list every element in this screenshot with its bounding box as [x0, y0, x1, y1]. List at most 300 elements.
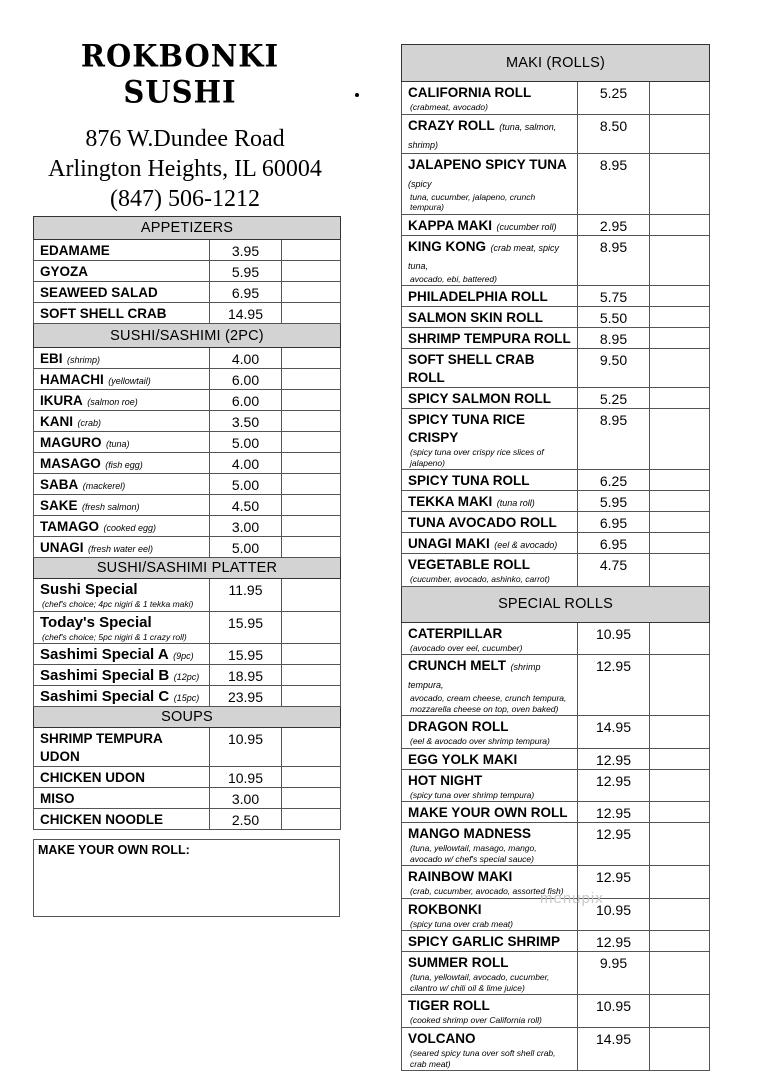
menu-item-blank-cell	[650, 491, 710, 512]
menu-item-blank-cell	[282, 788, 341, 809]
menu-item-blank-cell	[650, 931, 710, 952]
menu-item-description: avocado, ebi, battered)	[410, 273, 497, 284]
menu-item-cell	[34, 644, 210, 665]
menu-item-cell	[402, 286, 578, 307]
menu-item-price: 14.95	[578, 716, 650, 749]
menu-item-note: (fish egg)	[105, 460, 143, 470]
menu-item-blank-cell	[282, 261, 341, 282]
menu-item	[34, 411, 341, 432]
menu-item-price: 5.25	[578, 388, 650, 409]
menu-item-blank-cell	[650, 214, 710, 235]
menu-item-blank-cell	[650, 82, 710, 115]
menu-item-name: KAPPA MAKI	[408, 217, 492, 233]
menu-item-cell	[402, 512, 578, 533]
menu-item-cell	[402, 470, 578, 491]
menu-item-name: CHICKEN UDON	[40, 770, 146, 785]
menu-item-name: CATERPILLAR	[408, 625, 503, 641]
menu-item-description: tuna, cucumber, jalapeno, crunch tempura)	[410, 191, 536, 212]
menu-item-cell	[402, 349, 578, 388]
menu-item	[34, 261, 341, 282]
menu-item-cell	[402, 235, 578, 286]
menu-item-name: PHILADELPHIA ROLL	[408, 289, 548, 304]
menu-item-price: 2.50	[210, 809, 282, 830]
menu-item-blank-cell	[282, 809, 341, 830]
menu-item-name: RAINBOW MAKI	[408, 869, 513, 884]
menu-item-name: SPICY TUNA RICE CRISPY	[408, 412, 526, 445]
menu-item-blank-cell	[650, 866, 710, 899]
menu-item-note: (yellowtail)	[108, 376, 151, 386]
menu-item-blank-cell	[650, 235, 710, 286]
menu-item-blank-cell	[282, 728, 341, 767]
menu-item	[34, 453, 341, 474]
menu-item-blank-cell	[282, 411, 341, 432]
menu-item	[34, 348, 341, 369]
menu-item-blank-cell	[650, 802, 710, 823]
menu-item-name: CHICKEN NOODLE	[40, 812, 164, 827]
menu-item-blank-cell	[650, 1028, 710, 1071]
menu-item-cell	[34, 432, 210, 453]
menu-item-blank-cell	[650, 952, 710, 995]
menu-item-note: (spicy	[408, 178, 432, 189]
menu-item	[34, 767, 341, 788]
menu-item-name: CRAZY ROLL	[408, 117, 495, 133]
menu-item-description: (eel & avocado over shrimp tempura)	[410, 736, 550, 746]
menu-item-price: 11.95	[210, 579, 282, 612]
menu-item-blank-cell	[282, 453, 341, 474]
menu-item	[402, 748, 710, 769]
menu-item	[402, 533, 710, 554]
menu-item-price: 18.95	[210, 665, 282, 686]
menu-item-price: 6.95	[578, 512, 650, 533]
menu-item-price: 6.00	[210, 369, 282, 390]
menu-item-name: Sashimi Special A	[40, 646, 169, 663]
menu-item-blank-cell	[650, 769, 710, 802]
menu-item-price: 9.50	[578, 349, 650, 388]
menu-item-price: 12.95	[578, 823, 650, 866]
menu-item-cell	[402, 802, 578, 823]
menu-item-cell	[402, 114, 578, 153]
menu-item-note: (fresh water eel)	[87, 544, 153, 554]
menu-item-price: 5.95	[578, 491, 650, 512]
menu-item-blank-cell	[650, 114, 710, 153]
menu-item-note: (crab)	[77, 418, 101, 428]
menu-item-cell	[34, 665, 210, 686]
menu-item-description: (cucumber, avocado, ashinko, carrot)	[410, 574, 550, 584]
menu-item-blank-cell	[282, 474, 341, 495]
menu-item-description: avocado, cream cheese, crunch tempura, mozzarella cheese on top, oven baked)	[410, 693, 567, 714]
menu-item-note: (mackerel)	[82, 481, 126, 491]
menu-item-name: SHRIMP TEMPURA UDON	[40, 731, 163, 764]
menu-item	[34, 537, 341, 558]
menu-item-price: 5.00	[210, 432, 282, 453]
maki-section-header	[402, 45, 710, 82]
menu-item-price: 10.95	[578, 995, 650, 1028]
menu-item-name: KING KONG	[408, 238, 487, 254]
platter-section-header	[34, 558, 341, 579]
menu-item-name: MANGO MADNESS	[408, 826, 532, 841]
menu-item-name: KANI	[40, 414, 73, 429]
menu-item-cell	[402, 82, 578, 115]
menu-item-name: ROKBONKI	[408, 901, 482, 917]
platter-section-title: SUSHI/SASHIMI PLATTER	[34, 558, 341, 579]
menu-item-blank-cell	[650, 512, 710, 533]
menu-item-name: EBI	[40, 351, 63, 366]
menu-item-name: HAMACHI	[40, 372, 104, 387]
menu-item-price: 9.95	[578, 952, 650, 995]
menu-item-blank-cell	[650, 409, 710, 470]
menu-item-cell	[402, 716, 578, 749]
menu-item	[402, 622, 710, 655]
menu-item	[402, 328, 710, 349]
menu-item-price: 12.95	[578, 931, 650, 952]
menu-item	[402, 512, 710, 533]
menu-item-blank-cell	[650, 388, 710, 409]
menu-item-cell	[34, 728, 210, 767]
menu-item-cell	[402, 952, 578, 995]
menu-item	[402, 114, 710, 153]
menu-item-blank-cell	[650, 307, 710, 328]
menu-item-blank-cell	[282, 767, 341, 788]
menu-item-cell	[402, 328, 578, 349]
menu-item-cell	[402, 995, 578, 1028]
menu-item-name: CALIFORNIA ROLL	[408, 85, 532, 100]
menu-item-description: (spicy tuna over shrimp tempura)	[410, 789, 535, 800]
menu-item-name: TIGER ROLL	[408, 998, 490, 1013]
menu-item	[402, 307, 710, 328]
menu-item-cell	[34, 579, 210, 612]
menu-item-cell	[402, 823, 578, 866]
menu-item-name: VOLCANO	[408, 1031, 476, 1046]
menu-item	[402, 823, 710, 866]
menu-item-price: 12.95	[578, 769, 650, 802]
menu-item-cell	[34, 411, 210, 432]
menu-item-name: SOFT SHELL CRAB ROLL	[408, 352, 535, 385]
menu-item-name: MISO	[40, 791, 75, 806]
menu-item-note: (shrimp tempura,	[408, 662, 541, 690]
menu-item-blank-cell	[282, 282, 341, 303]
menu-item-description: (cooked shrimp over California roll)	[410, 1015, 542, 1025]
menu-item-price: 3.00	[210, 788, 282, 809]
appetizers-section-title: APPETIZERS	[34, 217, 341, 240]
menu-item-cell	[34, 495, 210, 516]
menu-item-cell	[34, 240, 210, 261]
menu-item-name: SPICY TUNA ROLL	[408, 473, 530, 488]
make-your-own-roll-box	[33, 839, 340, 917]
menu-item-name: SABA	[40, 477, 79, 492]
menu-item-price: 5.00	[210, 537, 282, 558]
menu-item-description: (tuna, yellowtail, avocado, cucumber, cilantro w/ chili oil & lime juice)	[410, 972, 550, 993]
menu-item-cell	[402, 769, 578, 802]
menu-item	[34, 728, 341, 767]
menu-item-name: MAGURO	[40, 435, 102, 450]
menu-item-cell	[34, 611, 210, 644]
make-your-own-roll-label: MAKE YOUR OWN ROLL:	[38, 843, 190, 857]
menu-item-name: SEAWEED SALAD	[40, 285, 158, 300]
right-menu-table	[401, 44, 710, 1071]
menu-item-description: (tuna, yellowtail, masago, mango, avocado w/ chef's special sauce)	[410, 843, 537, 864]
menu-item-blank-cell	[650, 622, 710, 655]
menu-item-blank-cell	[650, 153, 710, 214]
menu-item-cell	[34, 788, 210, 809]
menu-item-description: (crabmeat, avocado)	[410, 102, 488, 112]
phone-number: (847) 506-1212	[110, 186, 260, 212]
menu-item-price: 23.95	[210, 686, 282, 707]
menu-item-price: 4.00	[210, 453, 282, 474]
menu-item	[402, 82, 710, 115]
menu-item-name: SPICY SALMON ROLL	[408, 391, 552, 406]
restaurant-name: ROKBONKI SUSHI	[80, 38, 280, 110]
menu-item-blank-cell	[282, 303, 341, 324]
menu-item-name: VEGETABLE ROLL	[408, 557, 531, 572]
address-line-2: Arlington Heights, IL 60004	[48, 156, 322, 182]
menu-item-cell	[402, 655, 578, 716]
menu-item-blank-cell	[650, 328, 710, 349]
special-rolls-section-header	[402, 586, 710, 622]
menu-item	[34, 474, 341, 495]
menu-item-cell	[34, 516, 210, 537]
menu-item-blank-cell	[282, 516, 341, 537]
menu-item-cell	[34, 348, 210, 369]
menu-item-name: TAMAGO	[40, 519, 99, 534]
menu-item	[34, 611, 341, 644]
menu-item	[34, 432, 341, 453]
menu-item	[402, 931, 710, 952]
menu-item-blank-cell	[282, 432, 341, 453]
menu-item-note: (tuna roll)	[496, 498, 535, 508]
menu-item-blank-cell	[650, 995, 710, 1028]
menu-item	[402, 409, 710, 470]
menu-item	[34, 282, 341, 303]
menu-item	[34, 788, 341, 809]
menu-item-price: 15.95	[210, 644, 282, 665]
menu-item-blank-cell	[650, 554, 710, 587]
menu-item-name: GYOZA	[40, 264, 89, 279]
menu-item-name: Today's Special	[40, 613, 152, 631]
menu-item-price: 4.50	[210, 495, 282, 516]
menu-item-price: 14.95	[578, 1028, 650, 1071]
menu-item-cell	[402, 409, 578, 470]
menu-item-name: UNAGI	[40, 540, 84, 555]
watermark: menupix	[540, 890, 604, 907]
menu-item-price: 5.25	[578, 82, 650, 115]
menu-item-note: (crab meat, spicy tuna,	[408, 242, 559, 271]
menu-item	[402, 214, 710, 235]
menu-item-cell	[402, 491, 578, 512]
menu-item-name: Sashimi Special B	[40, 667, 170, 684]
menu-item-note: (cucumber roll)	[496, 221, 557, 232]
menu-item-cell	[402, 307, 578, 328]
menu-item-price: 10.95	[210, 767, 282, 788]
menu-item	[402, 554, 710, 587]
menu-item-blank-cell	[282, 348, 341, 369]
menu-item-name: MAKE YOUR OWN ROLL	[408, 805, 568, 820]
menu-item-price: 4.00	[210, 348, 282, 369]
menu-item-cell	[34, 453, 210, 474]
menu-item	[34, 303, 341, 324]
menu-item	[402, 952, 710, 995]
menu-item-blank-cell	[650, 898, 710, 931]
menu-item-price: 10.95	[578, 622, 650, 655]
menu-item-note: (eel & avocado)	[494, 540, 558, 550]
menu-item-blank-cell	[282, 665, 341, 686]
menu-item-blank-cell	[650, 716, 710, 749]
menu-item-cell	[34, 369, 210, 390]
menu-item-blank-cell	[282, 579, 341, 612]
menu-item-price: 12.95	[578, 866, 650, 899]
menu-item-cell	[34, 686, 210, 707]
menu-item-name: SAKE	[40, 498, 78, 513]
maki-section-title: MAKI (ROLLS)	[402, 45, 710, 82]
menu-item-blank-cell	[650, 533, 710, 554]
menu-item-note: (15pc)	[173, 693, 200, 703]
special-rolls-section-title: SPECIAL ROLLS	[402, 586, 710, 622]
menu-item-cell	[34, 474, 210, 495]
menu-item-name: TUNA AVOCADO ROLL	[408, 515, 557, 530]
menu-item-name: IKURA	[40, 393, 83, 408]
address-line-1: 876 W.Dundee Road	[85, 126, 285, 152]
menu-item-price: 3.00	[210, 516, 282, 537]
decorative-dot	[355, 93, 359, 97]
soups-section-header	[34, 707, 341, 728]
menu-item-cell	[34, 809, 210, 830]
menu-item-price: 6.25	[578, 470, 650, 491]
menu-item	[402, 349, 710, 388]
menu-item	[402, 286, 710, 307]
menu-item-name: SALMON SKIN ROLL	[408, 310, 543, 325]
menu-item-name: SHRIMP TEMPURA ROLL	[408, 331, 571, 346]
appetizers-section-header	[34, 217, 341, 240]
menu-item	[402, 995, 710, 1028]
menu-item-blank-cell	[282, 240, 341, 261]
menu-item-cell	[402, 388, 578, 409]
menu-item-cell	[402, 622, 578, 655]
menu-item-price: 8.95	[578, 328, 650, 349]
menu-item-cell	[34, 303, 210, 324]
menu-item-name: SPICY GARLIC SHRIMP	[408, 934, 561, 949]
menu-item	[402, 716, 710, 749]
menu-item-blank-cell	[282, 495, 341, 516]
menu-item-cell	[402, 1028, 578, 1071]
menu-item-blank-cell	[650, 655, 710, 716]
menu-item-blank-cell	[282, 369, 341, 390]
menu-item-name: EDAMAME	[40, 243, 110, 258]
menu-item	[402, 655, 710, 716]
menu-item-price: 15.95	[210, 611, 282, 644]
menu-item	[34, 809, 341, 830]
menu-item-cell	[402, 533, 578, 554]
menu-item	[34, 579, 341, 612]
menu-item-name: EGG YOLK MAKI	[408, 751, 518, 767]
menu-item	[402, 1028, 710, 1071]
menu-item	[402, 153, 710, 214]
menu-item-price: 8.95	[578, 153, 650, 214]
menu-item-price: 8.95	[578, 409, 650, 470]
menu-item-name: SOFT SHELL CRAB	[40, 306, 167, 321]
menu-item-name: Sushi Special	[40, 581, 138, 598]
left-menu-table	[33, 216, 341, 830]
menu-item-blank-cell	[650, 470, 710, 491]
menu-item-cell	[34, 261, 210, 282]
menu-item-price: 10.95	[210, 728, 282, 767]
menu-item-price: 12.95	[578, 655, 650, 716]
menu-item-blank-cell	[282, 611, 341, 644]
menu-item-price: 14.95	[210, 303, 282, 324]
menu-item-name: JALAPENO SPICY TUNA	[408, 156, 567, 172]
menu-item-price: 5.00	[210, 474, 282, 495]
menu-item	[34, 644, 341, 665]
menu-item-blank-cell	[650, 286, 710, 307]
menu-item-price: 2.95	[578, 214, 650, 235]
menu-item	[402, 491, 710, 512]
menu-item	[34, 369, 341, 390]
menu-item-price: 10.95	[578, 898, 650, 931]
menu-item-cell	[402, 748, 578, 769]
menu-item-name: SUMMER ROLL	[408, 955, 509, 970]
menu-item-note: (fresh salmon)	[81, 502, 140, 512]
menu-item-description: (spicy tuna over crab meat)	[410, 918, 513, 929]
menu-item-name: HOT NIGHT	[408, 772, 483, 788]
menu-item-name: TEKKA MAKI	[408, 494, 493, 509]
menu-item-price: 12.95	[578, 748, 650, 769]
menu-item-price: 12.95	[578, 802, 650, 823]
menu-item-price: 6.95	[578, 533, 650, 554]
menu-item	[402, 470, 710, 491]
sushi-sashimi-section-header	[34, 324, 341, 348]
menu-item	[34, 240, 341, 261]
soups-section-title: SOUPS	[34, 707, 341, 728]
sushi-sashimi-section-title: SUSHI/SASHIMI (2PC)	[34, 324, 341, 348]
menu-item-note: (salmon roe)	[87, 397, 138, 407]
menu-item-cell	[402, 931, 578, 952]
menu-item-blank-cell	[282, 686, 341, 707]
menu-item-description: (chef's choice; 4pc nigiri & 1 tekka maki)	[42, 599, 194, 609]
menu-item-price: 4.75	[578, 554, 650, 587]
menu-item-description: (seared spicy tuna over soft shell crab, crab meat)	[410, 1048, 556, 1069]
menu-item-cell	[402, 153, 578, 214]
menu-item	[34, 516, 341, 537]
menu-item-note: (tuna, salmon, shrimp)	[408, 121, 557, 150]
menu-item-blank-cell	[650, 823, 710, 866]
menu-item-cell	[402, 554, 578, 587]
menu-item-cell	[34, 767, 210, 788]
menu-item-name: CRUNCH MELT	[408, 658, 506, 673]
menu-item-blank-cell	[282, 390, 341, 411]
menu-item-name: UNAGI MAKI	[408, 536, 490, 551]
menu-item-note: (9pc)	[173, 651, 194, 661]
restaurant-header	[30, 40, 340, 214]
menu-item-blank-cell	[650, 349, 710, 388]
menu-item-price: 3.95	[210, 240, 282, 261]
menu-item-price: 6.00	[210, 390, 282, 411]
menu-item-blank-cell	[282, 537, 341, 558]
menu-item-description: (spicy tuna over crispy rice slices of jalapeno)	[410, 447, 544, 468]
menu-item-note: (shrimp)	[66, 355, 100, 365]
menu-item	[34, 390, 341, 411]
menu-item-note: (12pc)	[173, 672, 200, 682]
menu-item-price: 3.50	[210, 411, 282, 432]
menu-item-cell	[34, 282, 210, 303]
menu-item-name: DRAGON ROLL	[408, 719, 509, 734]
menu-item-cell	[402, 214, 578, 235]
menu-item-price: 6.95	[210, 282, 282, 303]
menu-item-price: 5.75	[578, 286, 650, 307]
menu-item	[402, 802, 710, 823]
menu-item	[34, 686, 341, 707]
menu-item-price: 8.95	[578, 235, 650, 286]
menu-item	[402, 388, 710, 409]
menu-item	[402, 769, 710, 802]
menu-item-cell	[34, 390, 210, 411]
